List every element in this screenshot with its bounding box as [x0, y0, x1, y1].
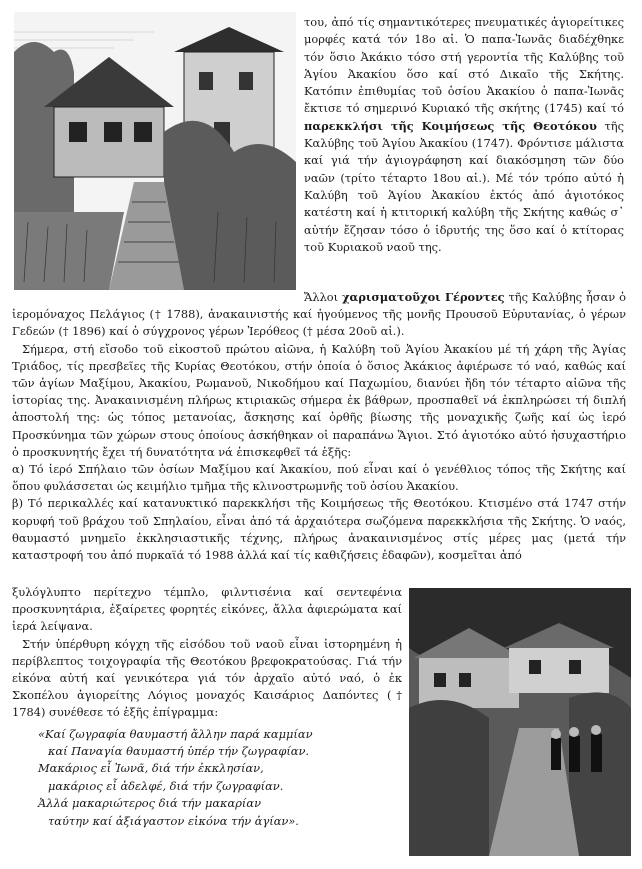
paragraph-elders	[12, 289, 626, 341]
kalyvi-engraving-image	[14, 12, 296, 290]
list-item-b: β) Τό περικαλλές καί κατανυκτικό παρεκκλήσι τῆς Κοιμήσεως τῆς Θεοτόκου. Κτισμένο στά 1747 στήν κορυφή τοῦ βράχου τοῦ Σπηλαίου, εἶναι ἀπό τά ἀρχαιότερα σωζόμενα παρεκκλήσια τῆς Σκήτης. Ὁ ναός, θαυμαστό μνημεῖο ἐκκλησιαστικῆς τέχνης, πλήρως ἀνακαινισμένος στίς μέρες μας (μετά τήν καταστροφή του ἀπό πυρκαϊά τό 1988 ἀλλά καί τίς καθιζήσεις ἐδαφῶν), κοσμεῖται ἀπό	[12, 496, 626, 563]
paragraph-fresco: Στήν ὑπέρθυρη κόγχη τῆς εἰσόδου τοῦ ναοῦ εἶναι ἱστορημένη ἡ περίβλεπτος τοιχογραφία τῆς Θεοτόκου βρεφοκρατούσας. Γιά τήν εἰκόνα αὐτή καί γενικότερα γιά τόν ἀρχαῖο αὐτό ναό, ὁ ἐκ Σκοπέλου ἁγιορείτης Λόγιος μοναχός Καισάριος Δαπόντες († 1784) συνέθεσε τό ἑξῆς ἐπίγραμμα:	[12, 636, 402, 720]
poem-line: καί Παναγία θαυμαστή ὑπέρ τήν ζωγραφίαν.	[48, 744, 310, 759]
bold-phrase: χαρισματοῦχοι Γέροντες	[342, 290, 505, 304]
poem-line: μακάριος εἶ ἀδελφέ, διά τήν ζωγραφίαν.	[48, 778, 284, 793]
paragraph-text-end: τῆς Καλύβης τοῦ Ἁγίου Ἀκακίου (1747). Φρόντισε μάλιστα καί γιά τήν ἁγιογράφηση καί διακόσμηση τῶν δύο ναῶν (τρίτο τέταρτο 18ου αἰ.). Μέ τόν τρόπο αὐτό ἡ Καλύβη τοῦ Ἁγίου Ἀκακίου ἐκτός ἀπό ἁγιοτόκος κατέστη καί ἡ κτιτορική καλύβη τῆς Σκήτης καθώς σ᾽ αὐτήν ἔζησαν τόσο ὁ ἱδρυτής της ὅσο καί ὁ κτίτορας τοῦ Κυριακοῦ ναοῦ της.	[304, 118, 624, 254]
lower-column-text	[12, 584, 402, 830]
paragraph-right-column	[304, 14, 624, 256]
poem-line: «Καί ζωγραφία θαυμαστή ἄλλην παρά καμμίαν	[38, 726, 313, 741]
paragraph-today: Σήμερα, στή εἴσοδο τοῦ εἰκοστοῦ πρώτου αἰῶνα, ἡ Καλύβη τοῦ Ἁγίου Ἀκακίου μέ τή χάρη τῆς Ἁγίας Τριάδος, τίς πρεσβεῖες τῆς Κυρίας Θεοτόκου, στήν ὁποία ὁ ὅσιος Ἀκάκιος ἀφιέρωσε τό ναό, καθώς καί τῶν ἁγίων Μαξίμου, Ἀκακίου, Ρωμανοῦ, Νικοδήμου καί Παχωμίου, διανύει ἤδη τόν τέταρτο αἰῶνα τῆς ἱστορίας της. Ἀνακαινισμένη πλήρως κτιριακῶς σήμερα ἐκ βάθρων, προσπαθεῖ νά ἐκπληρώσει τή διπλή ἀποστολή της: ὡς τόπος μετανοίας, ἄσκησης καί ὀρθῆς βίωσης τῆς μοναχικῆς ζωῆς καί ὡς ἱερό Προσκύνημα τῶν χώρων στους ὁποίους ἀσκήθηκαν οἱ παραπάνω Ἅγιοι. Στό ἁγιοτόκο αὐτό ἡσυχαστήριο ὁ προσκυνητής ἔχει τή δυνατότητα νά ἐπισκεφθεῖ τά ἑξῆς:	[12, 341, 626, 459]
bold-phrase: παρεκκλήσι τῆς Κοιμήσεως τῆς Θεοτόκου	[304, 118, 597, 133]
poem-line: ταύτην καί ἀξιάγαστον εἰκόνα τήν ἁγίαν».	[48, 813, 299, 828]
right-column-text	[304, 14, 624, 256]
paragraph-text-end: τῆς Καλύβης ἦσαν ὁ ἱερομόναχος Πελάγιος († 1788), ἀνακαινιστής καί ἡγούμενος τῆς μονῆς Προυσοῦ Εὐρυτανίας, ὁ γέρων Γεδεών († 1896) καί ὁ σύγχρονος γέρων Ἰερόθεος († μέσα 20οῦ αἰ.).	[12, 290, 626, 339]
epigram-poem	[12, 726, 402, 830]
skete-photograph-image	[409, 588, 631, 856]
poem-line: Μακάριος εἶ Ἰωνᾶ, διά τήν ἐκκλησίαν,	[38, 761, 264, 776]
poem-line: Ἀλλά μακαριώτερος διά τήν μακαρίαν	[38, 796, 261, 811]
paragraph-text: του, ἀπό τίς σημαντικότερες πνευματικές ἁγιορείτικες μορφές κατά τόν 18ο αἰ. Ὁ παπα-Ἰωνᾶς διαδέχθηκε τόν ὅσιο Ἀκάκιο τόσο στή γεροντία τῆς Καλύβης τοῦ Ἁγίου Ἀκακίου ὅσο καί στό Δικαῖο τῆς Σκήτης. Κατόπιν ἐπιθυμίας τοῦ ὁσίου Ἀκακίου ὁ παπα-Ἰωνᾶς ἔκτισε τό σημερινό Κυριακό τῆς σκήτης (1745) καί τό	[304, 15, 624, 116]
list-item-b-continued: ξυλόγλυπτο περίτεχνο τέμπλο, φιλντισένια καί σεντεφένια προσκυνητάρια, ἐξαίρετες φορητές εἰκόνες, ἄλλα ἀφιερώματα καί ἱερά λείψανα.	[12, 585, 402, 634]
paragraph-text: Ἄλλοι	[304, 290, 343, 304]
full-width-text	[12, 289, 626, 564]
list-item-a: α) Τό ἱερό Σπήλαιο τῶν ὁσίων Μαξίμου καί Ἀκακίου, πού εἶναι καί ὁ γενέθλιος τόπος τῆς Σκήτης καί ὅπου φυλάσσεται ὡς κειμήλιο τμῆμα τῆς κλινοστρωμνῆς τοῦ ὁσίου Ἀκακίου.	[12, 462, 626, 494]
